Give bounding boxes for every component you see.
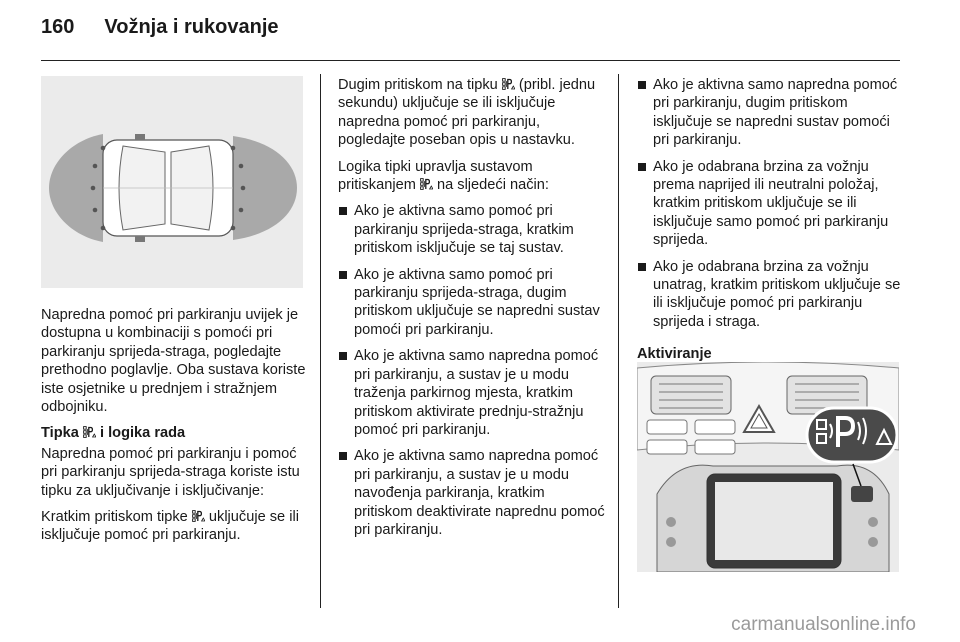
chapter-title: Vožnja i rukovanje <box>104 16 279 38</box>
list-item: Ako je aktivna samo pomoć pri parkiranju sprijeda-straga, dugim pritiskom uključuje se napredni sustav pomoći pri parkiranju. <box>338 266 606 340</box>
park-assist-icon <box>420 178 433 190</box>
page-header <box>41 16 279 50</box>
section-heading-button-logic: Tipka i logika rada <box>41 425 186 442</box>
bullet-list <box>338 202 606 539</box>
list-item: Ako je aktivna samo pomoć pri parkiranju sprijeda-straga, kratkim pritiskom isključuje se taj sustav. <box>338 202 606 257</box>
dashboard-illustration <box>637 362 899 572</box>
park-assist-icon <box>192 510 205 522</box>
column-2 <box>338 76 606 547</box>
list-item: Ako je odabrana brzina za vožnju unatrag, kratkim pritiskom uključuje se ili isključuje pomoć pri parkiranju sprijeda i straga. <box>637 258 903 332</box>
paragraph: Dugim pritiskom na tipku (pribl. jednu sekundu) uključuje se ili isključuje napredna pomoć pri parkiranju, pogledajte poseban opis u nastavku. <box>338 77 596 149</box>
column-3 <box>637 76 903 366</box>
car-top-view-illustration <box>41 76 303 288</box>
park-assist-icon <box>502 78 515 90</box>
paragraph: Logika tipki upravlja sustavom pritiskanjem na sljedeći način: <box>338 158 549 194</box>
list-item: Ako je aktivna samo napredna pomoć pri parkiranju, dugim pritiskom isključuje se napredni sustav pomoći pri parkiranju. <box>637 76 903 150</box>
paragraph: Kratkim pritiskom tipke uključuje se ili isključuje pomoć pri parkiranju. <box>41 509 299 544</box>
intro-paragraph: Napredna pomoć pri parkiranju uvijek je dostupna u kombinaciji s pomoći pri parkiranju sprijeda-straga, pogledajte prethodno poglavlje. Oba sustava koriste iste osjetnike u prednjem i stražnjem odbojniku. <box>41 307 306 416</box>
bullet-list <box>637 76 903 331</box>
header-rule <box>41 60 900 61</box>
column-divider-2 <box>618 74 619 608</box>
list-item: Ako je aktivna samo napredna pomoć pri parkiranju, a sustav je u modu navođenja parkiranja, kratkim pritiskom deaktivirate naprednu pomoć pri parkiranju. <box>338 447 606 539</box>
column-divider-1 <box>320 74 321 608</box>
list-item: Ako je aktivna samo napredna pomoć pri parkiranju, a sustav je u modu traženja parkirnog mjesta, kratkim pritiskom aktivirate prednju-stražnju pomoć pri parkiranju. <box>338 347 606 439</box>
paragraph: Napredna pomoć pri parkiranju i pomoć pri parkiranju sprijeda-straga koriste istu tipku za uključivanje i isključivanje: <box>41 445 300 499</box>
park-assist-icon <box>83 426 96 438</box>
section-heading-activation: Aktiviranje <box>637 346 712 363</box>
list-item: Ako je odabrana brzina za vožnju prema naprijed ili neutralni položaj, kratkim pritiskom uključuje se ili isključuje samo pomoć pri parkiranju sprijeda. <box>637 158 903 250</box>
column-1 <box>41 306 307 553</box>
page-number: 160 <box>41 16 75 38</box>
watermark: carmanualsonline.info <box>731 614 916 635</box>
